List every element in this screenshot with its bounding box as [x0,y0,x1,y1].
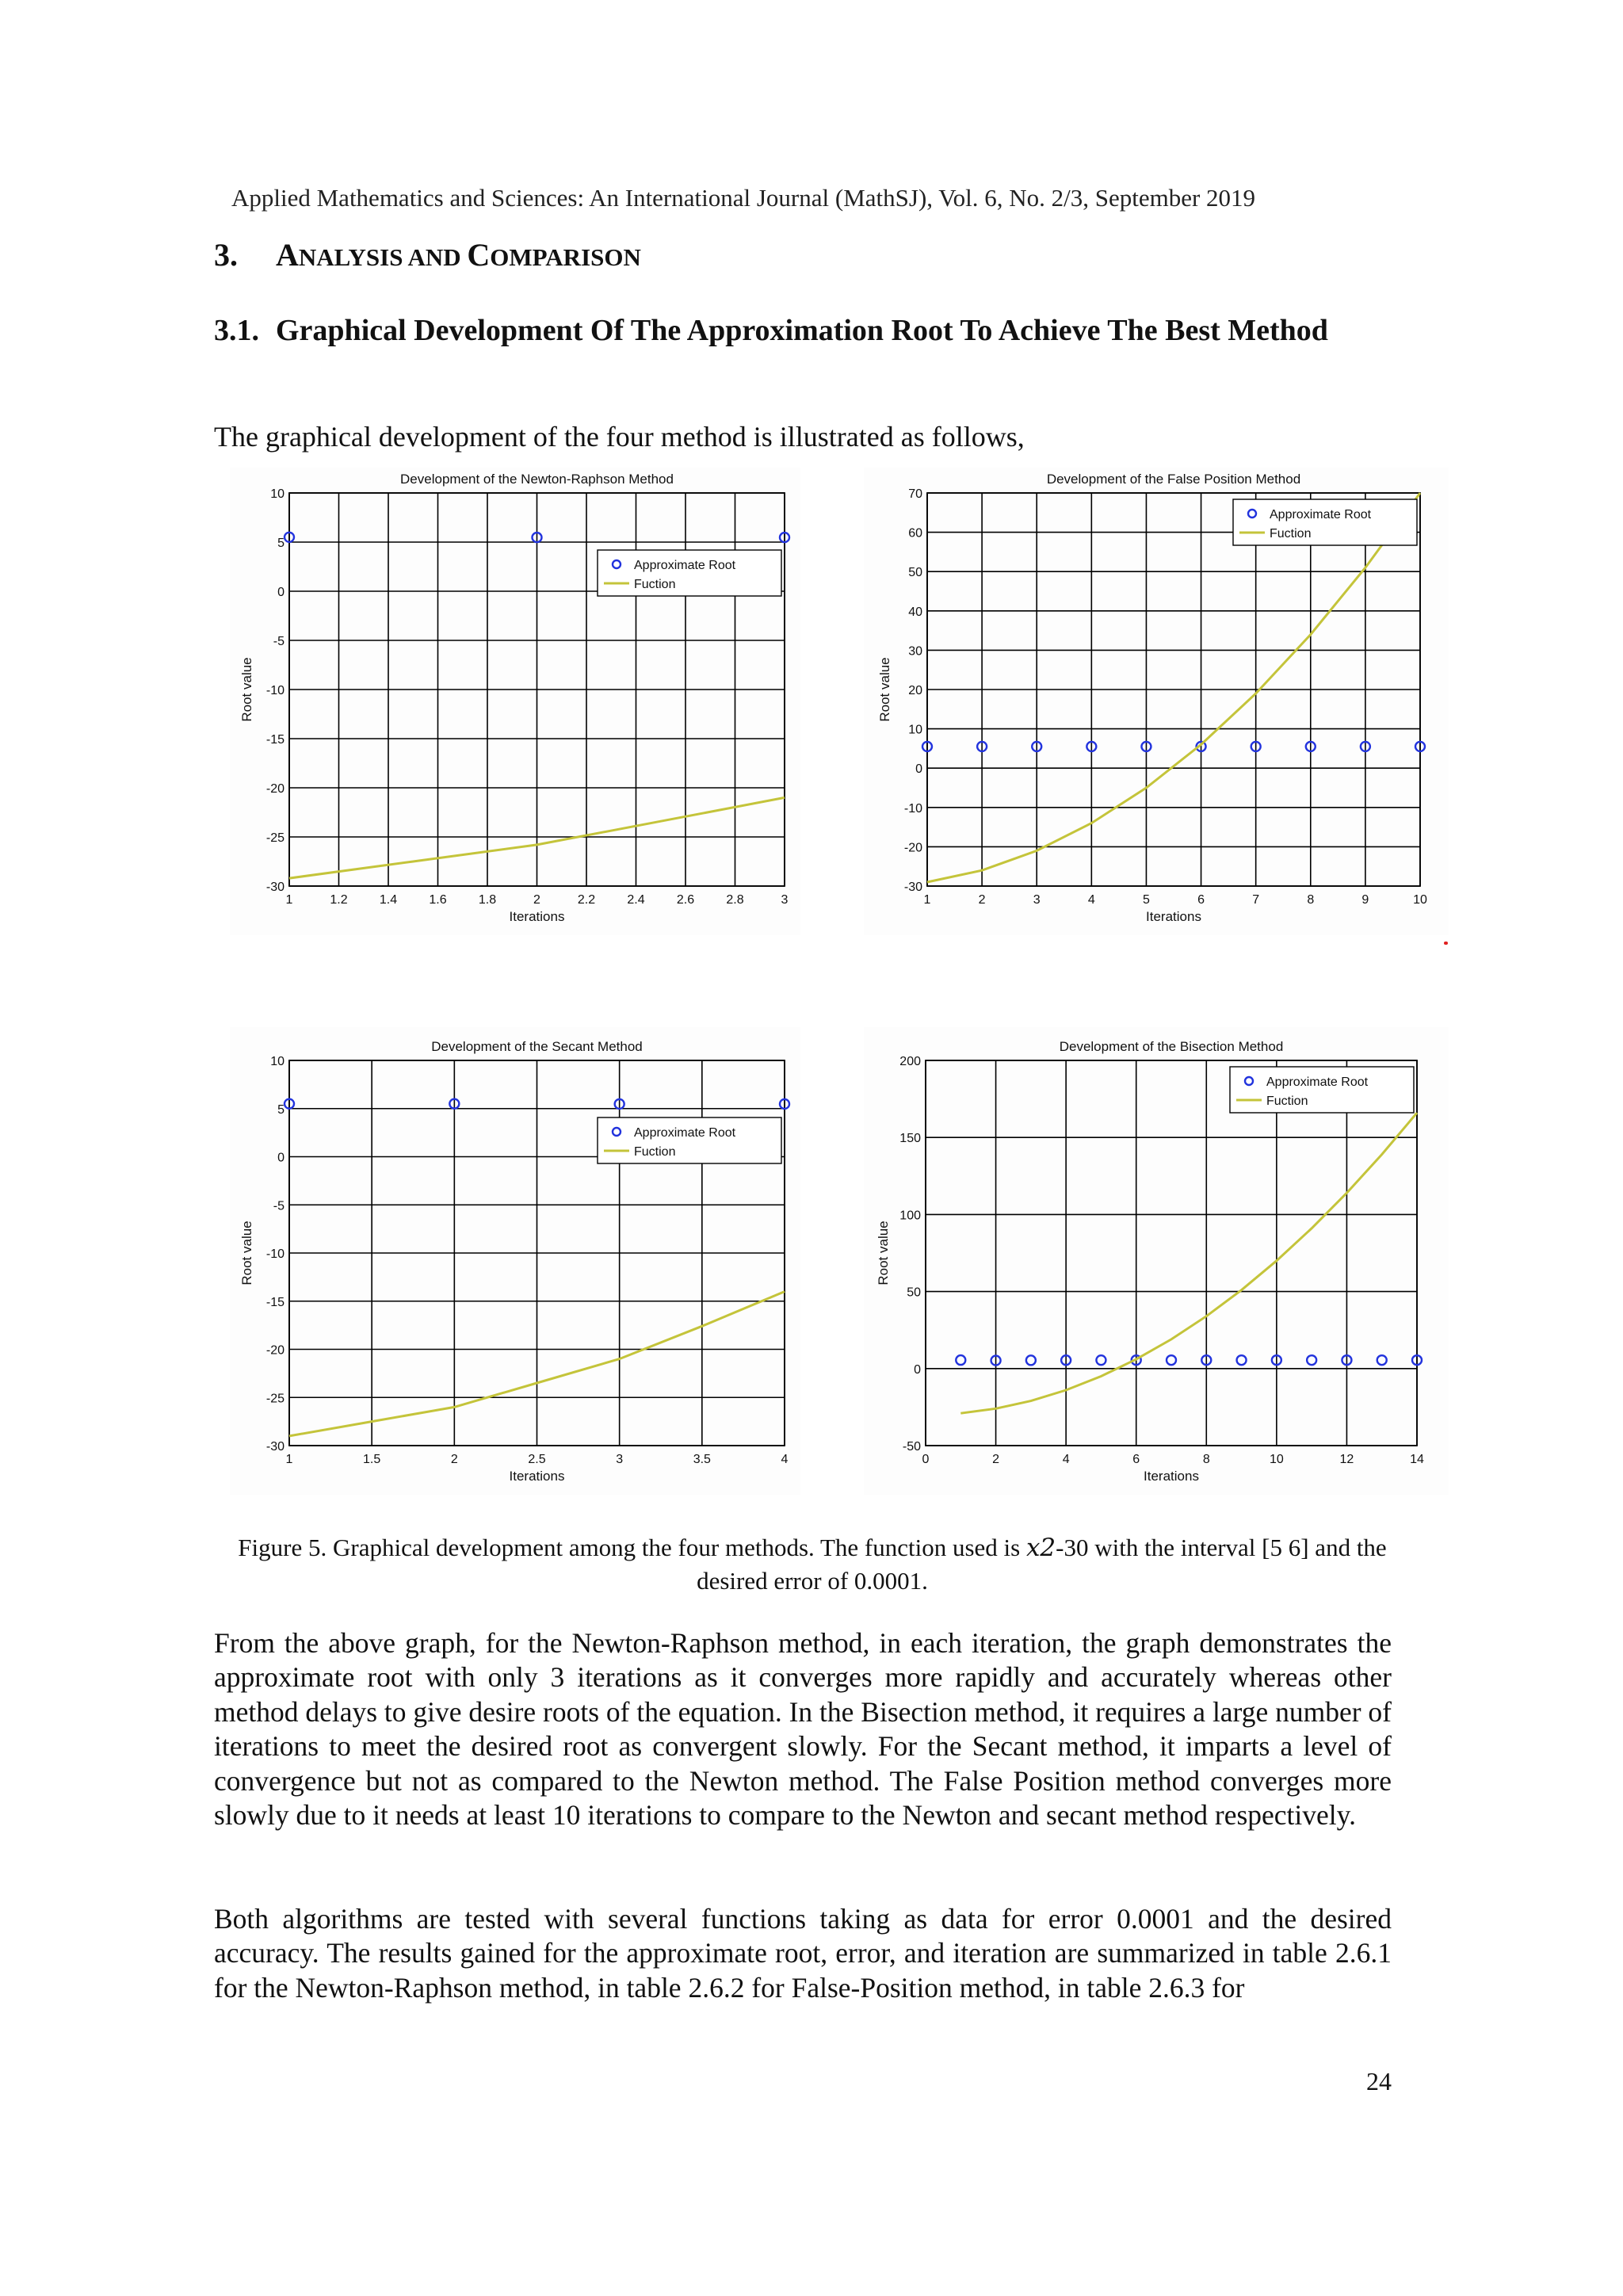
x-tick-label: 8 [1307,893,1315,907]
intro-text: The graphical development of the four method is illustrated as follows, [214,421,1025,453]
x-tick-label: 2.8 [726,893,744,907]
legend-label: Fuction [1270,527,1312,541]
paragraph-analysis: From the above graph, for the Newton-Raphson method, in each iteration, the graph demonstrates the approximate root with only 3 iterations as it converges more rapidly and accurately whereas other method delays to give desire roots of the equation. In the Bisection method, it requires a large number of iterations to meet the desired root as convergent slowly. For the Secant method, it imparts a level of convergence but not as compared to the Newton method. The False Position method converges more slowly due to it needs at least 10 iterations to compare to the Newton and secant method respectively. [214,1627,1392,1832]
x-tick-label: 6 [1197,893,1205,907]
x-tick-label: 2 [978,893,986,907]
approx-root-marker [1377,1355,1387,1365]
x-tick-label: 3 [616,1453,624,1466]
x-tick-label: 5 [1142,893,1150,907]
y-tick-label: -10 [265,1247,285,1261]
y-tick-label: -10 [265,684,285,697]
x-tick-label: 2.6 [676,893,695,907]
legend-box [1233,499,1417,545]
y-tick-label: 5 [277,1102,285,1117]
x-tick-label: 1.5 [363,1453,381,1466]
x-tick-label: 8 [1202,1453,1210,1466]
y-tick-label: -30 [265,881,285,894]
x-tick-label: 1.6 [429,893,447,907]
chart-newton-raphson [230,468,800,935]
section-heading [214,236,641,273]
x-tick-label: 3.5 [693,1453,711,1466]
x-tick-label: 1 [923,893,931,907]
section-title [276,237,641,273]
x-tick-label: 14 [1410,1453,1424,1466]
x-tick-label: 1 [285,893,293,907]
x-tick-label: 1.4 [379,893,398,907]
section-title-part: OMPARISON [490,243,641,271]
approx-root-marker [1237,1355,1247,1365]
y-tick-label: -5 [273,635,285,648]
y-tick-label: -20 [265,1343,285,1358]
y-tick-label: 50 [908,566,922,580]
x-tick-label: 9 [1361,893,1369,907]
y-axis-label: Root value [877,657,892,722]
chart-title: Development of the Bisection Method [1059,1039,1284,1054]
y-tick-label: -25 [265,1392,285,1406]
x-tick-label: 3 [1033,893,1041,907]
y-tick-label: -10 [903,801,922,816]
y-tick-label: 10 [270,1055,285,1068]
y-tick-label: 50 [907,1286,921,1300]
chart-title: Development of the Secant Method [431,1039,643,1054]
x-tick-label: 2 [992,1453,1000,1466]
legend-box [598,550,781,596]
approx-root-marker [1167,1355,1176,1365]
y-tick-label: -30 [265,1440,285,1454]
x-tick-label: 1 [285,1453,293,1466]
y-tick-label: 60 [908,526,922,541]
y-tick-label: 0 [277,1151,285,1165]
y-tick-label: 150 [899,1132,921,1146]
y-tick-label: -15 [265,733,285,747]
y-tick-label: 0 [915,762,922,777]
y-tick-label: -5 [273,1199,285,1213]
y-axis-label: Root value [239,1221,254,1286]
y-tick-label: 0 [277,586,285,599]
legend-label: Fuction [634,1145,676,1159]
function-line [927,493,1420,882]
x-tick-label: 1.2 [330,893,348,907]
x-tick-label: 4 [1062,1453,1070,1466]
section-number: 3. [214,237,238,273]
y-axis-label: Root value [876,1221,891,1286]
y-tick-label: 20 [908,684,922,697]
x-tick-label: 6 [1132,1453,1140,1466]
x-tick-label: 2.4 [627,893,645,907]
x-tick-label: 10 [1269,1453,1284,1466]
chart-bisection [864,1027,1449,1495]
x-tick-label: 4 [781,1453,789,1466]
x-tick-label: 10 [1413,893,1427,907]
approx-root-marker [1096,1355,1106,1365]
x-axis-label: Iterations [509,909,565,924]
red-dot-artifact [1444,942,1448,945]
y-tick-label: -25 [265,831,285,845]
legend-box [598,1117,781,1163]
plot-frame [926,1060,1417,1446]
x-tick-label: 2 [450,1453,458,1466]
y-tick-label: 10 [908,723,922,737]
y-tick-label: 10 [270,487,285,501]
legend-label: Approximate Root [1266,1075,1369,1089]
chart-bisection-svg [864,1027,1449,1495]
y-tick-label: 5 [277,537,285,550]
subsection-heading [214,311,1403,350]
approx-root-marker [1026,1355,1036,1365]
x-axis-label: Iterations [1146,909,1201,924]
y-tick-label: -15 [265,1295,285,1309]
caption-lead: Figure 5. Graphical development among the four methods. The function used is [238,1534,1026,1561]
x-tick-label: 2.2 [577,893,596,907]
y-tick-label: 30 [908,644,922,659]
journal-header: Applied Mathematics and Sciences: An International Journal (MathSJ), Vol. 6, No. 2/3, September 2019 [231,184,1256,212]
chart-secant [230,1027,800,1495]
y-tick-label: 0 [914,1362,921,1377]
approx-root-marker [956,1355,965,1365]
y-tick-label: -20 [265,782,285,796]
x-tick-label: 3 [781,893,789,907]
x-tick-label: 4 [1087,893,1095,907]
x-tick-label: 12 [1339,1453,1354,1466]
page-number: 24 [1366,2067,1392,2095]
x-tick-label: 0 [922,1453,930,1466]
caption-tail: -30 with the interval [5 6] and the desired error of 0.0001. [697,1534,1387,1595]
legend-label: Fuction [634,578,676,591]
legend-label: Fuction [1266,1095,1308,1108]
x-tick-label: 1.8 [478,893,497,907]
x-tick-label: 2 [533,893,540,907]
chart-secant-svg [230,1027,800,1495]
legend-label: Approximate Root [634,1126,736,1140]
caption-math: x2 [1025,1534,1056,1562]
x-axis-label: Iterations [509,1469,565,1484]
chart-title: Development of the False Position Method [1046,472,1301,487]
figure-caption [214,1531,1411,1597]
x-tick-label: 7 [1252,893,1260,907]
chart-false-position [864,468,1449,935]
y-tick-label: -20 [903,841,922,855]
section-title-part: C [467,237,491,273]
legend-label: Approximate Root [634,559,736,572]
y-tick-label: 100 [899,1209,921,1223]
subsection-number: 3.1. [214,314,259,347]
subsection-title: Graphical Development Of The Approximation Root To Achieve The Best Method [276,314,1328,347]
y-tick-label: -30 [903,881,922,894]
y-tick-label: 40 [908,605,922,619]
y-tick-label: -50 [902,1440,921,1454]
paragraph-tests: Both algorithms are tested with several functions taking as data for error 0.0001 and the desired accuracy. The results gained for the approximate root, error, and iteration are summarized in table 2.6.1 for the Newton-Raphson method, in table 2.6.2 for False-Position method, in table 2.6.3 for [214,1903,1392,2004]
y-axis-label: Root value [239,657,254,722]
legend-label: Approximate Root [1270,508,1372,521]
chart-newton-raphson-svg [230,468,800,935]
section-title-part: NALYSIS AND [298,243,468,271]
x-tick-label: 2.5 [528,1453,546,1466]
approx-root-marker [1307,1355,1316,1365]
y-tick-label: 200 [899,1055,921,1068]
legend-box [1230,1067,1414,1113]
y-tick-label: 70 [908,487,922,501]
section-title-part: A [276,237,299,273]
chart-title: Development of the Newton-Raphson Method [400,472,674,487]
x-axis-label: Iterations [1144,1469,1199,1484]
chart-false-position-svg [864,468,1449,935]
